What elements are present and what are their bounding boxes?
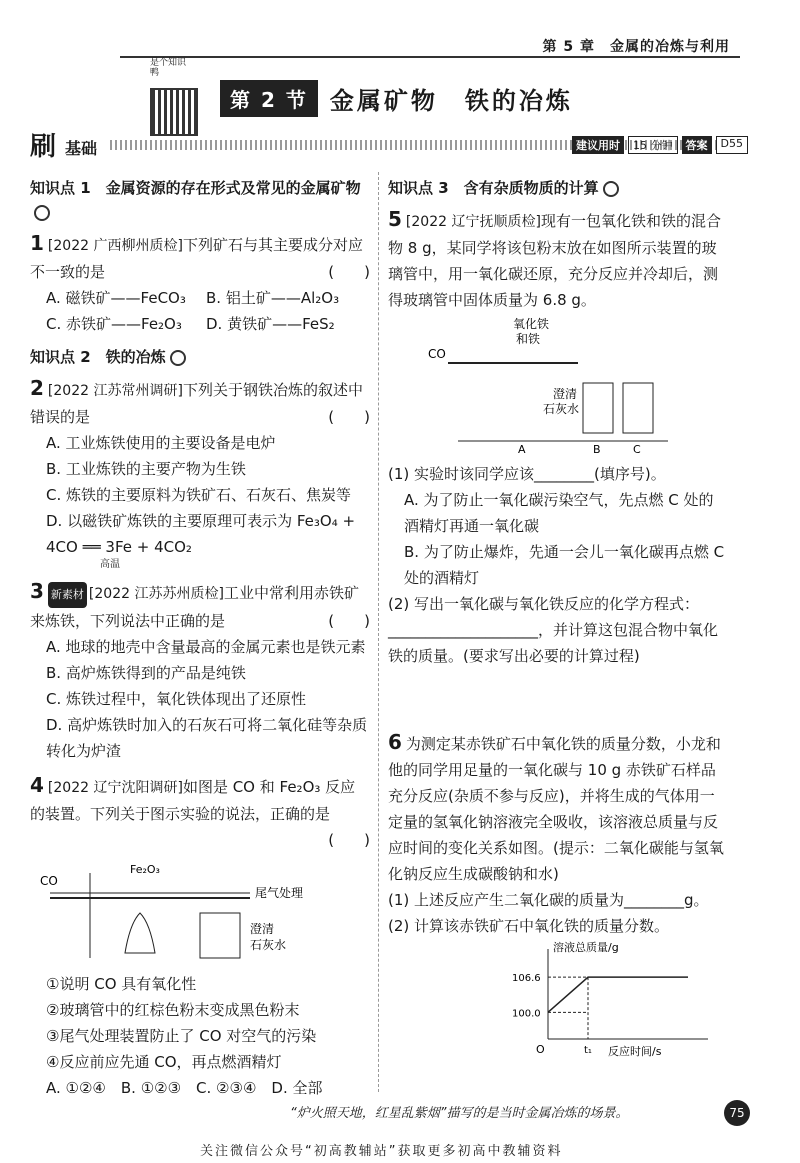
time-value: 15 分钟 xyxy=(628,136,678,154)
question-5: 5 [2022 辽宁抚顺质检]现有一包氧化铁和铁的混合物 8 g，某同学将该包粉末放在如图所示装置的玻璃管中，用一氧化碳还原，充分反应并冷却后，测得玻璃管中固体质量为 6.8 g。 CO 氧化铁 和铁 澄清 石灰水 A B C (1) 实验时该同学应该________(填序号)。 A. 为了防止一氧化碳污染空气，先点燃 C 处的酒精灯再通一氧化碳 B. 为了防止爆炸，先通一会儿一氧化碳再点燃 C 处的酒精灯 (2) 写出一氧化碳与氧化铁反应的化学方程式：____________________，并计算这包混合物中氧化铁的质量。(要求写出必要的计算过程) xyxy=(388,207,725,665)
fig4-fe2o3: Fe₂O₃ xyxy=(130,863,160,876)
apparatus-figure-q4 xyxy=(30,853,370,963)
left-column xyxy=(30,172,370,1109)
mass-time-chart xyxy=(508,939,728,1059)
question-1: 1 [2022 广西柳州质检]下列矿石与其主要成分对应不一致的是 ( ) A. 磁铁矿——FeCO₃ B. 铝土矿——Al₂O₃ C. 赤铁矿——Fe₂O₃ D. 黄铁矿——FeS₂ xyxy=(30,231,370,333)
series-line xyxy=(548,977,688,1012)
y-tick-label: 106.6 xyxy=(512,973,541,985)
qr-code-icon[interactable] xyxy=(150,88,198,136)
fig4-tail: 尾气处理 xyxy=(255,886,304,900)
origin-label: O xyxy=(536,1043,545,1056)
y-tick-label: 100.0 xyxy=(512,1008,541,1020)
svg-text:氧化铁: 氧化铁 xyxy=(513,317,550,331)
right-column xyxy=(388,172,728,1075)
y-axis-label: 溶液总质量/g xyxy=(553,941,619,954)
knowledge-point-3: 知识点 3 含有杂质物质的计算 xyxy=(388,176,728,200)
qr-label: 是个知识鸭 xyxy=(150,58,187,78)
page-number: 75 xyxy=(724,1100,750,1126)
banner-jichu: 基础 xyxy=(65,139,98,158)
apparatus-figure-q5 xyxy=(388,313,688,453)
section-name: 金属矿物 铁的冶炼 xyxy=(329,86,573,115)
target-icon xyxy=(603,181,619,197)
target-icon xyxy=(170,350,186,366)
x-tick-label: t₁ xyxy=(584,1045,592,1056)
fig4-lime2: 石灰水 xyxy=(250,938,287,952)
svg-text:和铁: 和铁 xyxy=(516,332,541,346)
question-6: 6 为测定某赤铁矿石中氧化铁的质量分数，小龙和他的同学用足量的一氧化碳与 10 g 赤铁矿石样品充分反应(杂质不参与反应)，并将生成的气体用一定量的氢氧化钠溶液完全吸收，该溶液总质量与反应时间的变化关系如图。(提示：二氧化碳能与氢氧化钠反应生成碳酸钠和水) (1) 上述反应产生二氧化碳的质量为________g。 (2) 计算该赤铁矿石中氧化铁的质量分数。 溶液总质量/g 反应时间/s O 100.0 106.6 t₁ xyxy=(388,729,728,1067)
column-divider xyxy=(378,172,379,1092)
x-axis-label: 反应时间/s xyxy=(608,1045,662,1058)
reaction-condition: 高温 xyxy=(100,559,120,570)
footer-note: 关注微信公众号“初高教辅站”获取更多初高中教辅资料 xyxy=(200,1144,563,1159)
section-number: 第 2 节 xyxy=(220,80,318,117)
knowledge-point-2: 知识点 2 铁的冶炼 xyxy=(30,345,370,369)
section-title xyxy=(220,80,573,116)
banner-shua: 刷 xyxy=(30,132,57,162)
question-2: 2 [2022 江苏常州调研]下列关于钢铁冶炼的叙述中错误的是 ( ) A. 工业炼铁使用的主要设备是电炉 B. 工业炼铁的主要产物为生铁 C. 炼铁的主要原料为铁矿石、石灰石、焦炭等 D. 以磁铁矿炼铁的主要原理可表示为 Fe₃O₄ + 4CO ══ 3Fe + 4CO₂ 高温 xyxy=(30,376,370,570)
time-box xyxy=(572,136,748,154)
answer-label: 答案 xyxy=(682,136,712,154)
question-3: 3 新素材 [2022 江苏苏州质检]工业中常利用赤铁矿来炼铁，下列说法中正确的是 ( ) A. 地球的地壳中含量最高的金属元素也是铁元素 B. 高炉炼铁得到的产品是纯铁 C. 炼铁过程中，氧化铁体现出了还原性 D. 高炉炼铁时加入的石灰石可将二氧化硅等杂质转化为炉渣 xyxy=(30,579,370,760)
time-label: 建议用时 xyxy=(572,136,624,154)
question-4: 4 [2022 辽宁沈阳调研]如图是 CO 和 Fe₂O₃ 反应的装置。下列关于图示实验的说法，正确的是 ( ) CO Fe₂O₃ 尾气处理 澄清 石灰水 ①说明 CO 具有氧化性 ②玻璃管中的红棕色粉末变成黑色粉末 ③尾气处理装置防止了 CO 对空气的污染 ④反应前应先通 CO，再点燃酒精灯 A. ①②④ B. ①②③ C. ②③④ D. 全部 xyxy=(30,773,370,1097)
chapter-title: 第 5 章 金属的冶炼与利用 xyxy=(542,39,730,55)
header-rule xyxy=(120,56,740,58)
svg-text:C: C xyxy=(633,443,641,453)
svg-text:B: B xyxy=(593,443,601,453)
answer-value: D55 xyxy=(716,136,748,154)
fig4-co: CO xyxy=(40,874,58,888)
svg-text:A: A xyxy=(518,443,526,453)
knowledge-point-1: 知识点 1 金属资源的存在形式及常见的金属矿物 xyxy=(30,176,370,224)
fig4-lime: 澄清 xyxy=(250,922,275,936)
target-icon xyxy=(34,205,50,221)
svg-text:CO: CO xyxy=(428,347,446,361)
svg-text:石灰水: 石灰水 xyxy=(543,402,580,416)
svg-text:澄清: 澄清 xyxy=(553,387,578,401)
footer-quote: “炉火照天地，红星乱紫烟”描写的是当时金属冶炼的场景。 xyxy=(290,1106,629,1121)
